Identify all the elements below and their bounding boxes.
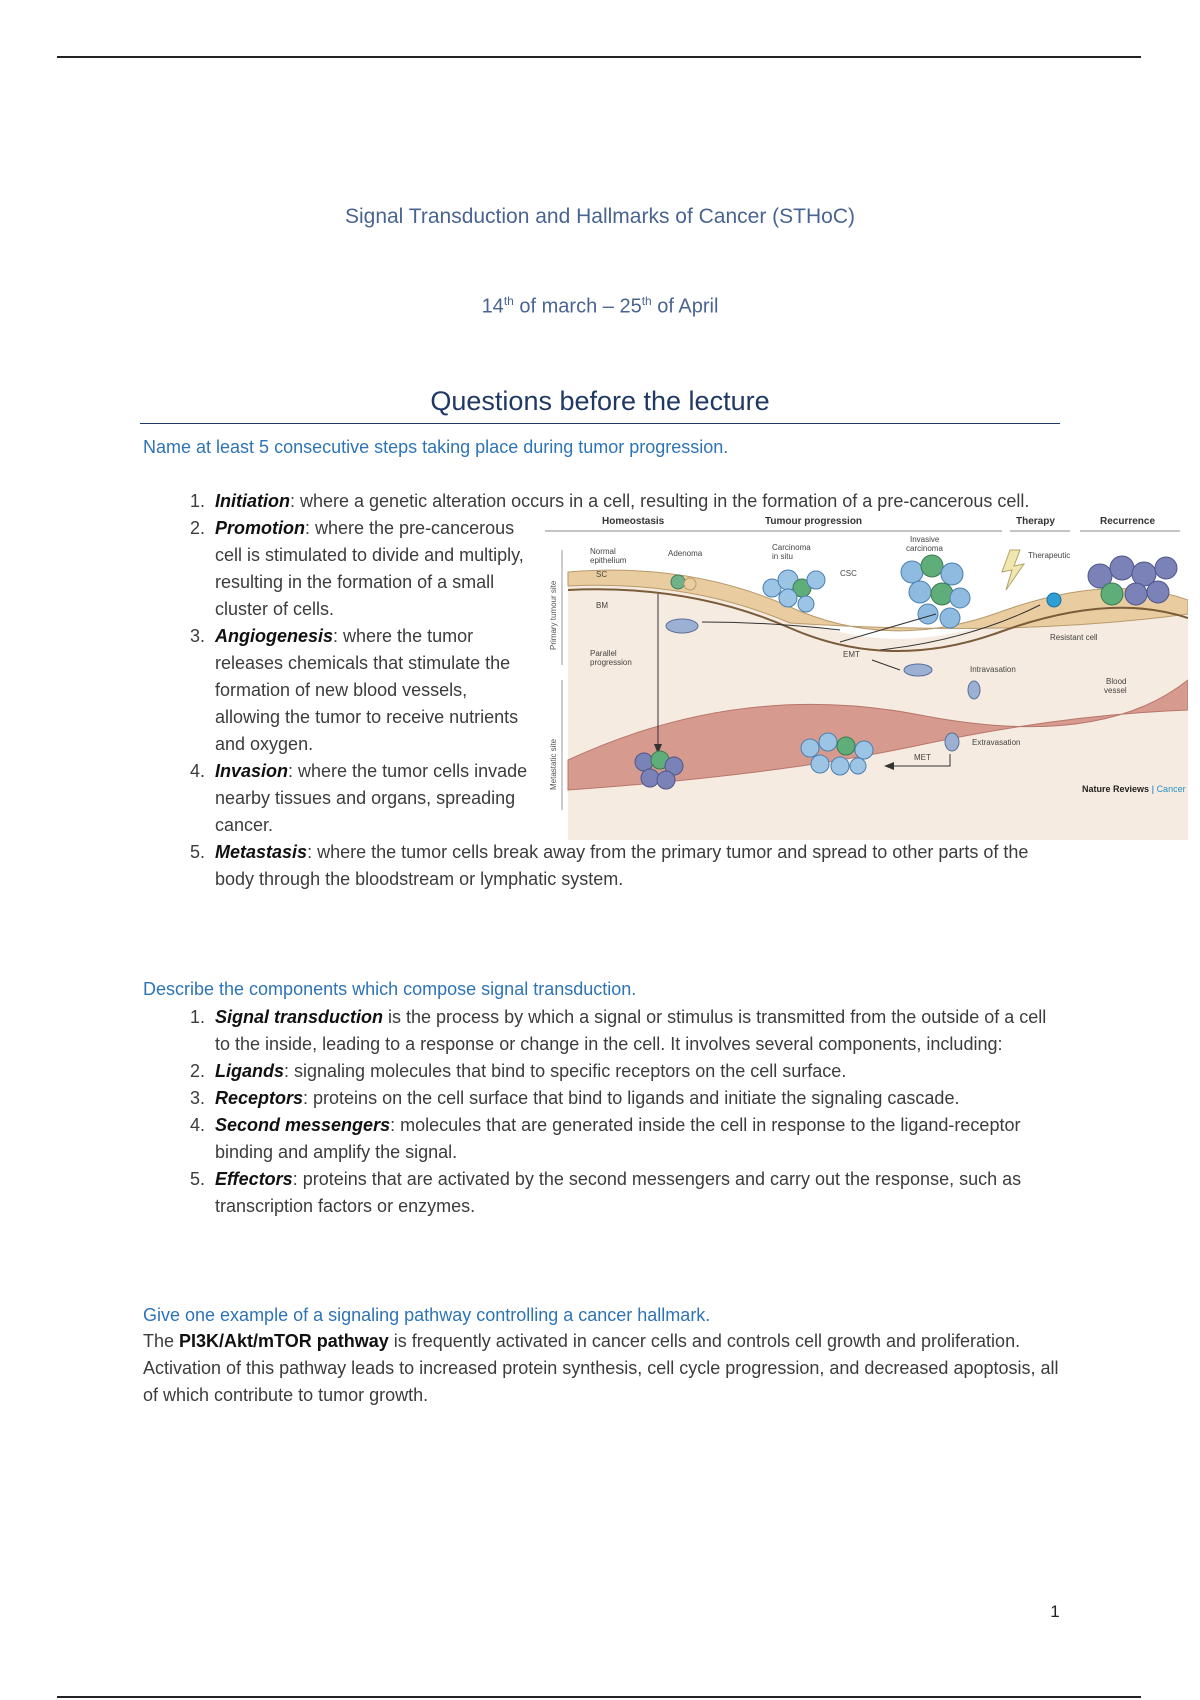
label-invasive-1: Invasive [910,535,940,544]
date-separator: – [602,295,614,318]
header-progression: Tumour progression [765,516,863,527]
label-stem-cell: SC [596,570,608,579]
bottom-rule [57,1696,1141,1698]
label-parallel-2: progression [590,658,632,667]
label-normal-epithelium-1: Normal [590,547,616,556]
list-number: 5. [189,842,205,862]
header-recurrence: Recurrence [1100,516,1156,527]
step-term: Promotion [215,518,305,538]
list-number: 3. [189,1088,205,1108]
therapy-lightning-icon [1002,550,1024,590]
answer-prefix: The [143,1331,180,1351]
step-text: : where a genetic alteration occurs in a cell, resulting in the formation of a pre-cancerous cell. [290,491,1030,511]
question-3: Give one example of a signaling pathway controlling a cancer hallmark. [143,1305,711,1325]
step-text: : where the tumor cells break away from the primary tumor and spread to other parts of the body through the bloodstream or lymphatic system. [215,842,1029,889]
answer-rest: is frequently activated in cancer cells and controls cell growth and proliferation. Activation of this pathway leads to increased protein synthesis, cell cycle progression, and decreased apoptosis, all of which contribute to tumor growth. [143,1331,1059,1405]
adenoma-cell [671,575,685,589]
component-term: Second messengers [215,1115,391,1135]
label-carcinoma-1: Carcinoma [772,543,811,552]
label-resistant-cell: Resistant cell [1050,633,1098,642]
section-heading: Questions before the lecture [430,386,770,416]
label-carcinoma-2: in situ [772,552,793,561]
step-term: Initiation [215,491,290,511]
adenoma-cell [684,578,696,590]
tumour-progression-diagram [540,510,1188,870]
component-text: is the process by which a signal or stimulus is transmitted from the outside of a cell to the inside, leading to a response or change in the cell. It involves several components, including: [215,1007,1047,1054]
header-homeostasis: Homeostasis [602,516,665,527]
list-item [143,1166,1063,1220]
component-text: : molecules that are generated inside the cell in response to the ligand-receptor binding and amplify the signal. [215,1115,1021,1162]
label-extravasation: Extravasation [972,738,1021,747]
side-label-metastatic: Metastatic site [549,738,558,790]
page-number: 1 [1050,1602,1060,1621]
component-term: Ligands [215,1061,285,1081]
intravasating-cell [968,681,980,699]
label-parallel-1: Parallel [590,649,617,658]
side-label-primary: Primary tumour site [549,580,558,650]
step-text: : where the pre-cancerous cell is stimulated to divide and multiply, resulting in the formation of a small cluster of cells. [215,518,524,619]
header-therapy: Therapy [1016,516,1055,527]
start-suffix: th [503,294,514,308]
list-number: 3. [189,626,205,646]
label-met: MET [914,753,931,762]
end-day: 25 [619,295,642,318]
list-number: 2. [189,518,205,538]
migrating-cell [666,619,698,633]
component-text: : signaling molecules that bind to specific receptors on the cell surface. [284,1061,847,1081]
step-text: : where the tumor cells invade nearby tissues and organs, spreading cancer. [215,761,528,835]
component-text: : proteins that are activated by the second messengers and carry out the response, such as transcription factors or enzymes. [215,1169,1022,1216]
question-1: Name at least 5 consecutive steps taking place during tumor progression. [143,437,729,457]
list-number: 1. [189,1007,205,1027]
component-term: Effectors [215,1169,293,1189]
signal-components-list [143,1004,1063,1220]
end-suffix: th [641,294,652,308]
answer-3 [143,1328,1063,1409]
list-item [143,623,537,758]
recurrence-cluster [1088,556,1177,605]
emt-cell [904,664,932,676]
resistant-cell [1047,593,1061,607]
tumour-progression-figure [540,510,1188,870]
top-rule [57,56,1141,58]
step-term: Invasion [215,761,289,781]
step-term: Metastasis [215,842,308,862]
document-title: Signal Transduction and Hallmarks of Cancer (STHoC) [344,205,856,228]
list-number: 2. [189,1061,205,1081]
start-day: 14 [481,295,504,318]
list-item [143,1112,1063,1166]
end-rest: of April [657,295,719,318]
section-rule [140,423,1060,424]
label-csc: CSC [840,569,857,578]
step-term: Angiogenesis [215,626,334,646]
step-text: : where the tumor releases chemicals that stimulate the formation of new blood vessels, allowing the tumor to receive nutrients and oxygen. [215,626,519,754]
start-rest: of march [519,295,598,318]
invasive-carcinoma-cluster [901,555,970,628]
list-item [143,1085,1063,1112]
label-intravasation: Intravasation [970,665,1016,674]
label-blood-vessel-1: Blood [1106,677,1127,686]
component-term: Signal transduction [215,1007,384,1027]
list-number: 4. [189,1115,205,1135]
label-normal-epithelium-2: epithelium [590,556,627,565]
label-invasive-2: carcinoma [906,544,943,553]
label-adenoma: Adenoma [668,549,703,558]
label-therapeutic: Therapeutic [1028,551,1071,560]
credit-journal: Nature Reviews | Cancer [1082,784,1186,794]
component-term: Receptors [215,1088,304,1108]
answer-pathway: PI3K/Akt/mTOR pathway [179,1331,389,1351]
list-item [143,1058,1063,1085]
list-number: 5. [189,1169,205,1189]
list-item [143,758,537,839]
list-item [143,515,537,623]
label-basement-membrane: BM [596,601,608,610]
list-item [143,1004,1063,1058]
label-emt: EMT [843,650,860,659]
question-2: Describe the components which compose signal transduction. [143,979,637,999]
label-blood-vessel-2: vessel [1104,686,1127,695]
extravasating-cell [945,733,959,751]
list-number: 1. [189,491,205,511]
component-text: : proteins on the cell surface that bind to ligands and initiate the signaling cascade. [303,1088,960,1108]
list-number: 4. [189,761,205,781]
document-dates [0,294,1200,319]
